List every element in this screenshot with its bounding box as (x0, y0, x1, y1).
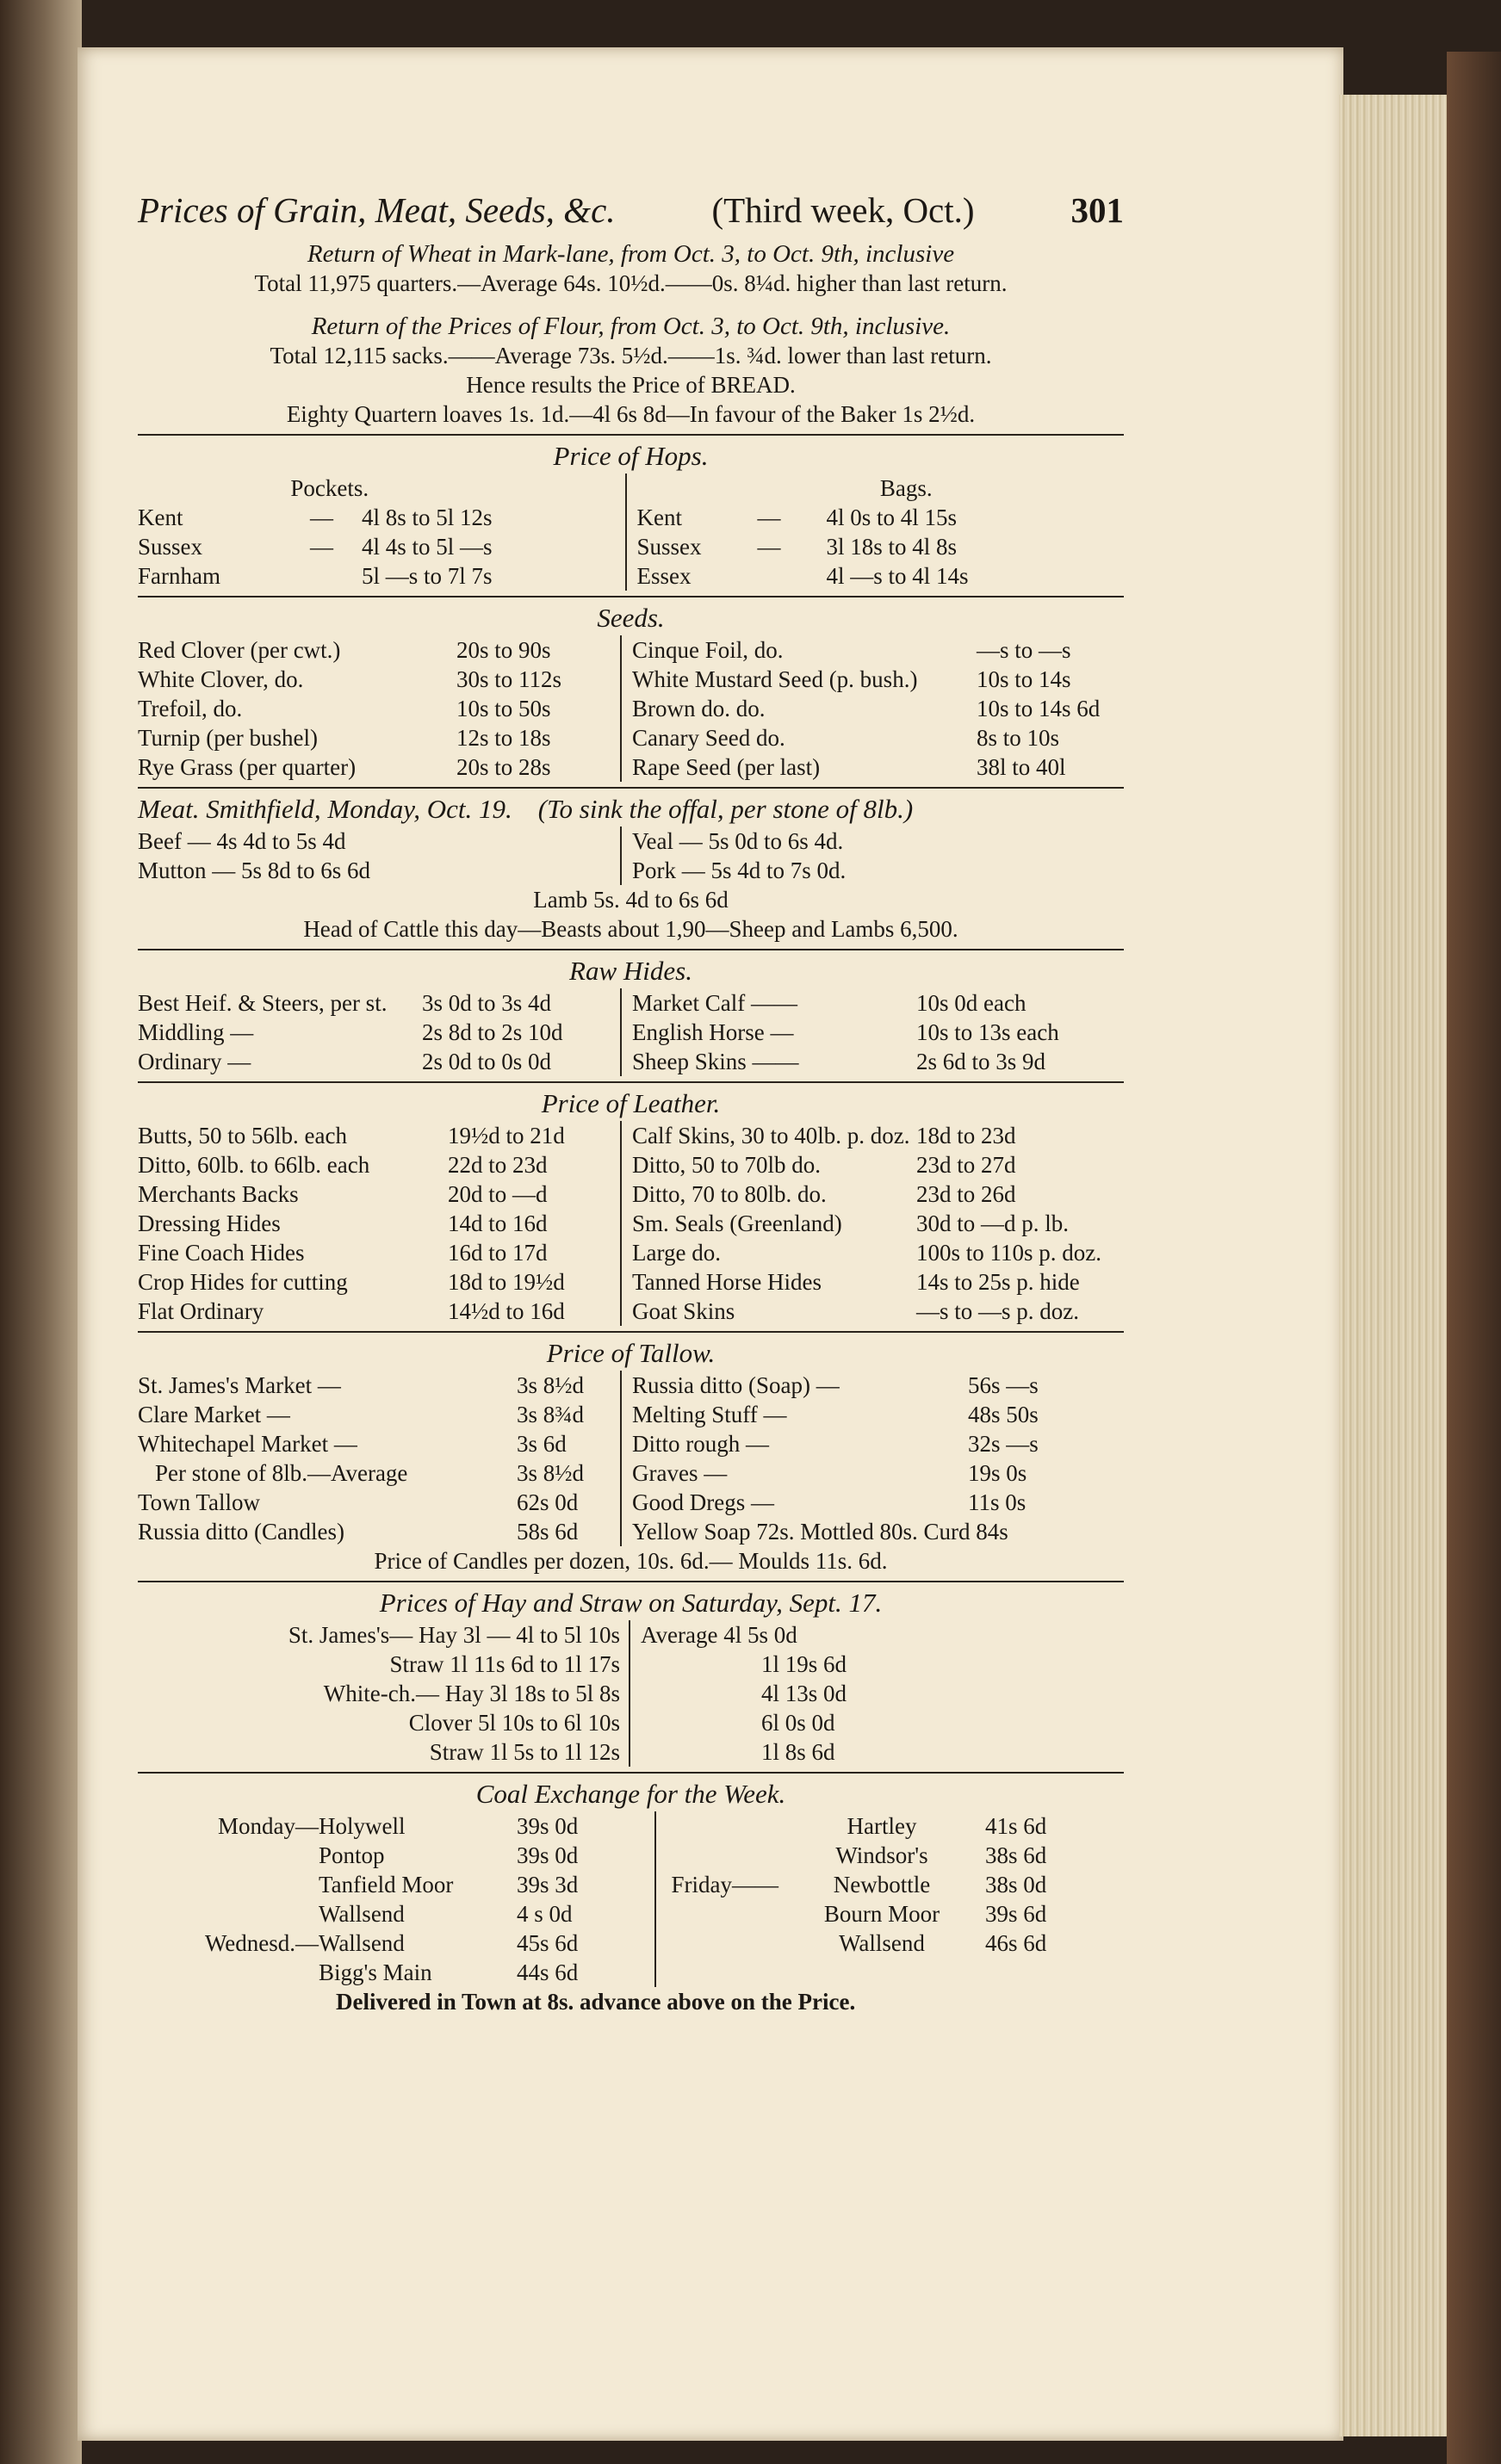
coal-price: 45s 6d (517, 1930, 579, 1956)
coal-left (138, 1811, 654, 1987)
list-item (667, 1928, 1124, 1958)
seeds-table (138, 635, 1124, 782)
meat-table (138, 826, 1124, 885)
list-item (138, 1371, 620, 1400)
list-item (138, 665, 620, 694)
divider (138, 596, 1124, 597)
tallow-price: 3s 8¾d (517, 1402, 585, 1427)
book-cover (1447, 52, 1501, 2464)
seed-name: Cinque Foil, do. (632, 637, 784, 663)
seed-price: 10s to 14s (977, 666, 1071, 692)
list-item (632, 1371, 1124, 1400)
coal-price: 41s 6d (985, 1813, 1047, 1839)
hide-price: 10s 0d each (916, 990, 1027, 1016)
divider (138, 949, 1124, 950)
tallow-name: Yellow Soap 72s. Mottled 80s. Curd 84s (632, 1519, 1008, 1545)
list-item (667, 1899, 1124, 1928)
list-item (138, 1488, 620, 1517)
tallow-name: St. James's Market — (138, 1372, 341, 1398)
tallow-name: Melting Stuff — (632, 1402, 787, 1427)
hides-right (620, 988, 1124, 1076)
seed-price: 12s to 18s (456, 725, 551, 751)
list-item (138, 694, 620, 723)
hide-price: 2s 8d to 2s 10d (422, 1019, 563, 1045)
list-item: Mutton — 5s 8d to 6s 6d (138, 857, 371, 883)
tallow-price: 3s 6d (517, 1431, 567, 1457)
list-item (667, 1811, 1124, 1841)
list-item: St. James's— Hay 3l — 4l to 5l 10s (288, 1622, 620, 1648)
list-item: Veal — 5s 0d to 6s 4d. (632, 828, 844, 854)
tallow-name: Graves — (632, 1460, 728, 1486)
coal-price: 46s 6d (985, 1930, 1047, 1956)
coal-price: 39s 6d (985, 1901, 1047, 1927)
coal-price: 44s 6d (517, 1959, 579, 1985)
hide-price: 10s to 13s each (916, 1019, 1059, 1045)
seed-name: Brown do. do. (632, 696, 766, 721)
hay-title: Prices of Hay and Straw on Saturday, Sept. 17. (379, 1588, 883, 1618)
coal-title: Coal Exchange for the Week. (475, 1779, 786, 1809)
list-item (632, 1150, 1124, 1179)
seed-name: White Mustard Seed (p. bush.) (632, 666, 918, 692)
hide-name: English Horse — (632, 1019, 794, 1045)
leather-price: 100s to 110s p. doz. (916, 1240, 1101, 1266)
coal-price: 39s 0d (517, 1842, 579, 1868)
coal-name: Wallsend (319, 1901, 405, 1927)
coal-name: Bigg's Main (319, 1959, 432, 1985)
tallow-table (138, 1371, 1124, 1546)
seed-name: Rape Seed (per last) (632, 754, 821, 780)
leather-name: Merchants Backs (138, 1181, 299, 1207)
leather-price: —s to —s p. doz. (916, 1298, 1079, 1324)
list-item (138, 1121, 620, 1150)
list-item (138, 1958, 654, 1987)
hide-price: 2s 6d to 3s 9d (916, 1049, 1046, 1074)
coal-table (138, 1811, 1124, 1987)
list-item (632, 1238, 1124, 1267)
hop-name: Sussex (636, 534, 702, 560)
hop-dash: — (757, 534, 781, 560)
hop-price: 5l —s to 7l 7s (362, 563, 493, 589)
hide-price: 2s 0d to 0s 0d (422, 1049, 552, 1074)
leather-right (620, 1121, 1124, 1326)
coal-footer: Delivered in Town at 8s. advance above on the Price. (336, 1989, 856, 2015)
list-item (138, 1841, 654, 1870)
list-item (632, 1121, 1124, 1150)
hops-title: Price of Hops. (553, 441, 709, 471)
meat-note: (To sink the offal, per stone of 8lb.) (537, 794, 914, 824)
list-item (138, 635, 620, 665)
running-head (138, 189, 1124, 231)
seeds-left (138, 635, 620, 782)
leather-name: Flat Ordinary (138, 1298, 264, 1324)
list-item (632, 1179, 1124, 1209)
list-item: White-ch.— Hay 3l 18s to 5l 8s (323, 1681, 620, 1706)
hop-price: 4l 8s to 5l 12s (362, 505, 493, 530)
seeds-right (620, 635, 1124, 782)
list-item (637, 561, 1125, 591)
coal-name: Bourn Moor (823, 1901, 940, 1927)
leather-price: 18d to 19½d (448, 1269, 565, 1295)
hide-price: 3s 0d to 3s 4d (422, 990, 552, 1016)
leather-price: 18d to 23d (916, 1123, 1016, 1148)
running-head-week: (Third week, Oct.) (711, 190, 975, 230)
list-item (632, 723, 1124, 752)
hop-name: Kent (138, 505, 183, 530)
hop-price: 3l 18s to 4l 8s (826, 534, 958, 560)
tallow-name: Town Tallow (138, 1489, 260, 1515)
list-item (632, 1458, 1124, 1488)
list-item (632, 665, 1124, 694)
coal-name: Wallsend (319, 1930, 405, 1956)
hop-price: 4l 0s to 4l 15s (826, 505, 958, 530)
hide-name: Market Calf —— (632, 990, 797, 1016)
seed-name: Red Clover (per cwt.) (138, 637, 341, 663)
tallow-name: Ditto rough — (632, 1431, 769, 1457)
list-item (138, 1238, 620, 1267)
coal-price: 38s 6d (985, 1842, 1047, 1868)
coal-right (654, 1811, 1124, 1987)
seed-name: Rye Grass (per quarter) (138, 754, 357, 780)
leather-name: Goat Skins (632, 1298, 735, 1324)
list-item (632, 1267, 1124, 1297)
leather-name: Tanned Horse Hides (632, 1269, 822, 1295)
list-item: 4l 13s 0d (761, 1681, 847, 1706)
leather-name: Ditto, 60lb. to 66lb. each (138, 1152, 370, 1178)
tallow-price: 48s 50s (968, 1402, 1039, 1427)
list-item (138, 1811, 654, 1841)
tallow-name: Whitechapel Market — (138, 1431, 357, 1457)
coal-name: Pontop (319, 1842, 385, 1868)
list-item (138, 1429, 620, 1458)
hay-table (138, 1620, 1124, 1767)
seed-price: 38l to 40l (977, 754, 1066, 780)
page-number: 301 (1070, 190, 1124, 230)
hop-name: Kent (636, 505, 682, 530)
leather-name: Crop Hides for cutting (138, 1269, 348, 1295)
meat-right (620, 826, 1124, 885)
meat-title: Meat. Smithfield, Monday, Oct. 19. (138, 794, 512, 824)
wheat-text: Total 11,975 quarters.—Average 64s. 10½d.——0s. 8¼d. higher than last return. (254, 270, 1008, 296)
list-item (138, 1018, 620, 1047)
list-item (138, 723, 620, 752)
seed-name: White Clover, do. (138, 666, 304, 692)
divider (138, 434, 1124, 436)
list-item (632, 694, 1124, 723)
running-head-title: Prices of Grain, Meat, Seeds, &c. (138, 190, 616, 230)
list-item (138, 752, 620, 782)
list-item: Pork — 5s 4d to 7s 0d. (632, 857, 847, 883)
list-item: 1l 19s 6d (761, 1651, 847, 1677)
coal-name: Hartley (847, 1813, 917, 1839)
coal-price: 38s 0d (985, 1872, 1047, 1898)
tallow-name: Clare Market — (138, 1402, 290, 1427)
leather-name: Ditto, 70 to 80lb. do. (632, 1181, 827, 1207)
coal-price: 39s 3d (517, 1872, 579, 1898)
hop-price: 4l 4s to 5l —s (362, 534, 493, 560)
leather-price: 23d to 27d (916, 1152, 1016, 1178)
list-item: 6l 0s 0d (761, 1710, 835, 1736)
hide-name: Best Heif. & Steers, per st. (138, 990, 388, 1016)
leather-price: 20d to —d (448, 1181, 548, 1207)
list-item (138, 1928, 654, 1958)
leather-name: Large do. (632, 1240, 721, 1266)
tallow-price: 56s —s (968, 1372, 1039, 1398)
hides-table (138, 988, 1124, 1076)
list-item (632, 1429, 1124, 1458)
seed-price: 20s to 90s (456, 637, 551, 663)
list-item: 1l 8s 6d (761, 1739, 835, 1765)
hides-title: Raw Hides. (569, 956, 692, 986)
coal-day: Monday— (218, 1813, 319, 1839)
list-item (138, 1297, 620, 1326)
divider (138, 1772, 1124, 1774)
tallow-price: 3s 8½d (517, 1460, 585, 1486)
leather-price: 14½d to 16d (448, 1298, 565, 1324)
seed-price: 30s to 112s (456, 666, 562, 692)
list-item (138, 1179, 620, 1209)
tallow-right (620, 1371, 1124, 1546)
coal-price: 39s 0d (517, 1813, 579, 1839)
hide-name: Middling — (138, 1019, 254, 1045)
seed-price: 10s to 50s (456, 696, 551, 721)
leather-price: 23d to 26d (916, 1181, 1016, 1207)
seed-name: Turnip (per bushel) (138, 725, 318, 751)
leather-name: Ditto, 50 to 70lb do. (632, 1152, 822, 1178)
page-content (138, 189, 1124, 2016)
list-item: Straw 1l 5s to 1l 12s (429, 1739, 620, 1765)
tallow-price: 62s 0d (517, 1489, 579, 1515)
seed-price: 20s to 28s (456, 754, 551, 780)
list-item (138, 1517, 620, 1546)
divider (138, 1331, 1124, 1333)
list-item (138, 1458, 620, 1488)
divider (138, 1081, 1124, 1083)
list-item (632, 1209, 1124, 1238)
hop-dash: — (310, 505, 333, 530)
list-item (632, 1400, 1124, 1429)
leather-price: 30d to —d p. lb. (916, 1210, 1070, 1236)
cattle-line: Head of Cattle this day—Beasts about 1,90—Sheep and Lambs 6,500. (303, 916, 958, 942)
list-item (138, 1899, 654, 1928)
hay-left (138, 1620, 629, 1767)
hop-dash: — (310, 534, 333, 560)
coal-name: Windsor's (835, 1842, 928, 1868)
loaves-line: Eighty Quartern loaves 1s. 1d.—4l 6s 8d—In favour of the Baker 1s 2½d. (286, 401, 976, 427)
list-item (632, 988, 1124, 1018)
coal-price: 4 s 0d (517, 1901, 573, 1927)
seed-name: Trefoil, do. (138, 696, 243, 721)
hide-name: Ordinary — (138, 1049, 251, 1074)
list-item (632, 635, 1124, 665)
hop-name: Farnham (138, 563, 220, 589)
coal-name: Holywell (319, 1813, 406, 1839)
bread-line: Hence results the Price of BREAD. (466, 372, 796, 398)
leather-name: Sm. Seals (Greenland) (632, 1210, 842, 1236)
tallow-price: 32s —s (968, 1431, 1039, 1457)
hop-name: Essex (636, 563, 692, 589)
tallow-price: 3s 8½d (517, 1372, 585, 1398)
coal-name: Tanfield Moor (319, 1872, 454, 1898)
leather-price: 16d to 17d (448, 1240, 548, 1266)
seed-price: —s to —s (977, 637, 1071, 663)
list-item (632, 1517, 1124, 1546)
coal-name: Wallsend (839, 1930, 925, 1956)
seed-price: 10s to 14s 6d (977, 696, 1101, 721)
lamb-line: Lamb 5s. 4d to 6s 6d (533, 887, 729, 913)
meat-header (138, 792, 1124, 826)
seed-price: 8s to 10s (977, 725, 1060, 751)
hop-dash: — (757, 505, 781, 530)
list-item (667, 1841, 1124, 1870)
leather-name: Fine Coach Hides (138, 1240, 305, 1266)
leather-price: 14s to 25s p. hide (916, 1269, 1080, 1295)
divider (138, 1581, 1124, 1582)
hops-pockets (138, 474, 625, 591)
list-item (632, 1018, 1124, 1047)
list-item (632, 1488, 1124, 1517)
hops-table (138, 474, 1124, 591)
hop-price: 4l —s to 4l 14s (826, 563, 969, 589)
tallow-name: Russia ditto (Soap) — (632, 1372, 840, 1398)
list-item (138, 1209, 620, 1238)
list-item (637, 503, 1125, 532)
leather-name: Dressing Hides (138, 1210, 281, 1236)
list-item (138, 1047, 620, 1076)
tallow-left (138, 1371, 620, 1546)
leather-name: Calf Skins, 30 to 40lb. p. doz. (632, 1123, 910, 1148)
list-item: Average 4l 5s 0d (641, 1622, 797, 1648)
leather-price: 22d to 23d (448, 1152, 548, 1178)
list-item: Beef — 4s 4d to 5s 4d (138, 828, 346, 854)
list-item (632, 1297, 1124, 1326)
flour-title: Return of the Prices of Flour, from Oct. 3, to Oct. 9th, inclusive. (311, 313, 951, 340)
list-item (138, 503, 625, 532)
meat-left (138, 826, 620, 885)
wheat-title: Return of Wheat in Mark-lane, from Oct. 3, to Oct. 9th, inclusive (307, 240, 955, 268)
tallow-price: 58s 6d (517, 1519, 579, 1545)
tallow-name: Russia ditto (Candles) (138, 1519, 344, 1545)
list-item: Clover 5l 10s to 6l 10s (408, 1710, 620, 1736)
hops-bags (625, 474, 1125, 591)
coal-name: Newbottle (833, 1872, 931, 1898)
list-item (138, 532, 625, 561)
leather-left (138, 1121, 620, 1326)
book-gutter (0, 0, 82, 2464)
list-item (632, 1047, 1124, 1076)
tallow-name: Good Dregs — (632, 1489, 774, 1515)
list-item (138, 1400, 620, 1429)
tallow-title: Price of Tallow. (546, 1338, 716, 1368)
divider (138, 787, 1124, 789)
leather-price: 19½d to 21d (448, 1123, 565, 1148)
seeds-title: Seeds. (597, 603, 665, 633)
hay-right (629, 1620, 1124, 1767)
page-edges (1339, 95, 1447, 2436)
flour-text: Total 12,115 sacks.——Average 73s. 5½d.——1s. ¾d. lower than last return. (270, 343, 992, 368)
pockets-label: Pockets. (290, 475, 369, 501)
hides-left (138, 988, 620, 1076)
list-item (632, 752, 1124, 782)
tallow-price: 19s 0s (968, 1460, 1027, 1486)
hop-name: Sussex (138, 534, 203, 560)
coal-day: Friday—— (671, 1872, 778, 1898)
list-item (138, 1870, 654, 1899)
list-item (667, 1870, 1124, 1899)
leather-table (138, 1121, 1124, 1326)
coal-day: Wednesd.— (204, 1930, 319, 1956)
list-item (138, 988, 620, 1018)
list-item (138, 1267, 620, 1297)
bags-label: Bags. (879, 475, 933, 501)
list-item: Straw 1l 11s 6d to 1l 17s (389, 1651, 620, 1677)
seed-name: Canary Seed do. (632, 725, 785, 751)
candles-line: Price of Candles per dozen, 10s. 6d.— Moulds 11s. 6d. (374, 1548, 888, 1574)
leather-name: Butts, 50 to 56lb. each (138, 1123, 347, 1148)
tallow-price: 11s 0s (968, 1489, 1027, 1515)
list-item (138, 561, 625, 591)
leather-price: 14d to 16d (448, 1210, 548, 1236)
hide-name: Sheep Skins —— (632, 1049, 799, 1074)
tallow-name: Per stone of 8lb.—Average (155, 1460, 408, 1486)
list-item (637, 532, 1125, 561)
leather-title: Price of Leather. (541, 1088, 721, 1118)
list-item (138, 1150, 620, 1179)
